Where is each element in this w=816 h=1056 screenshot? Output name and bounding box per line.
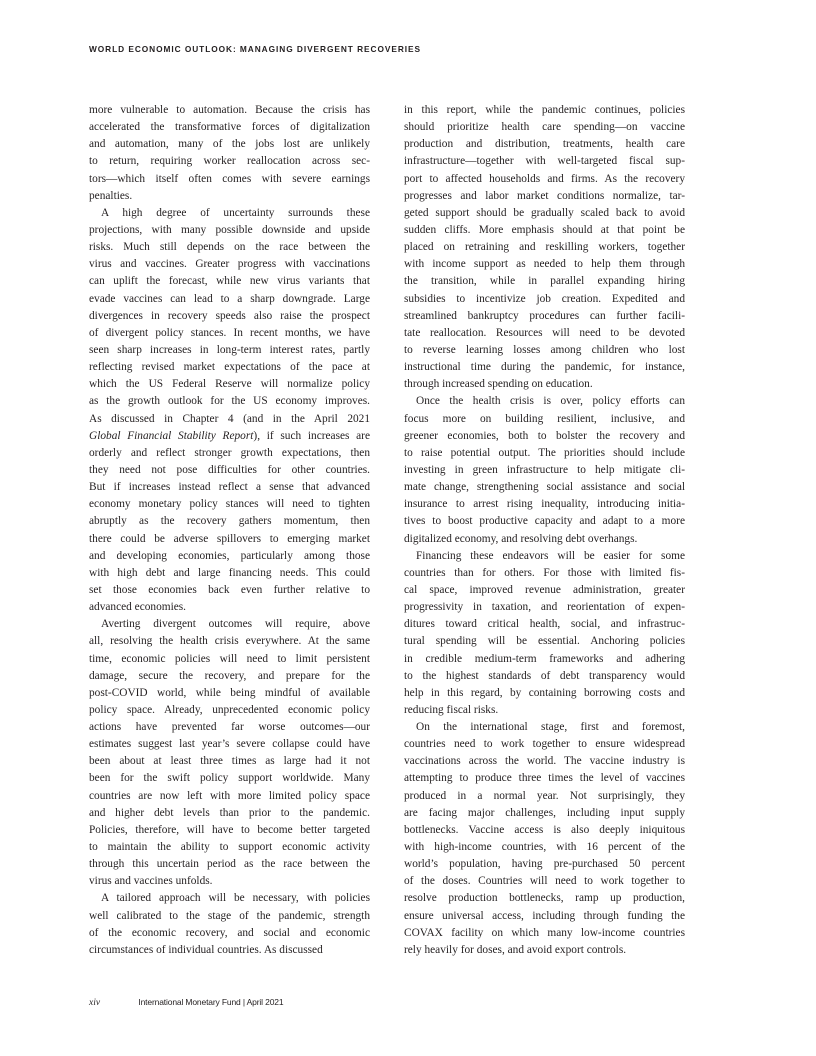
text-line: evade vaccines can lead to a sharp downgrade. Large xyxy=(89,292,370,305)
running-head: WORLD ECONOMIC OUTLOOK: MANAGING DIVERGENT RECOVERIES xyxy=(89,44,421,54)
text-line: the transition, while in parallel expanding hiring xyxy=(404,275,685,288)
text-line: progresses and labor market conditions normalize, tar- xyxy=(404,189,685,202)
text-line: through increased spending on education. xyxy=(404,378,593,391)
page-number: xiv xyxy=(89,998,101,1008)
text-line: Averting divergent outcomes will require, above xyxy=(101,618,370,631)
text-line: help in this regard, by containing borrowing costs and xyxy=(404,686,685,699)
text-line: and higher debt levels than prior to the pandemic. xyxy=(89,806,370,819)
text-line: greener economies, both to bolster the recovery and xyxy=(404,429,685,442)
text-line: focus more on building resilient, inclusive, and xyxy=(404,412,685,425)
text-line: attempting to produce three times the level of vaccines xyxy=(404,772,685,785)
text-line: can uplift the forecast, while new virus variants that xyxy=(89,275,370,288)
text-line: Policies, therefore, will have to become better targeted xyxy=(89,823,370,836)
text-line: resolve production bottlenecks, ramp up production, xyxy=(404,892,685,905)
text-line: to reverse learning losses among children who lost xyxy=(404,343,685,356)
text-line: tives to boost productive capacity and adapt to a more xyxy=(404,515,685,528)
page-footer xyxy=(89,997,283,1008)
text-line: geted support should be gradually scaled back to avoid xyxy=(404,206,685,219)
text-line: to maintain the ability to support economic activity xyxy=(89,841,370,854)
text-line: economy monetary policy stances will need to tighten xyxy=(89,498,370,511)
text-line: countries need to work together to ensure widespread xyxy=(404,738,685,751)
text-line: instructional time during the pandemic, for instance, xyxy=(404,361,685,374)
text-line: seen sharp increases in long-term interest rates, partly xyxy=(89,343,370,356)
text-line: countries than for others. For those with limited fis- xyxy=(404,566,685,579)
text-line: A high degree of uncertainty surrounds these xyxy=(101,206,370,219)
text-line: accelerated the transformative forces of digitalization xyxy=(89,121,370,134)
text-line: placed on retraining and reskilling workers, together xyxy=(404,241,685,254)
text-line: abruptly as the recovery gathers momentum, then xyxy=(89,515,370,528)
text-line: investing in green infrastructure to help mitigate cli- xyxy=(404,463,685,476)
text-line: streamlined bankruptcy procedures can further facili- xyxy=(404,309,685,322)
text-line: On the international stage, first and foremost, xyxy=(416,721,685,734)
text-line: are facing major challenges, including input supply xyxy=(404,806,685,819)
text-line: policy space. Already, unprecedented economic policy xyxy=(89,703,370,716)
text-line: estimates suggest last year’s severe collapse could have xyxy=(89,738,370,751)
text-line: vaccinations across the world. The vaccine industry is xyxy=(404,755,685,768)
text-line: circumstances of individual countries. As discussed xyxy=(89,943,323,956)
text-line: infrastructure—together with well-targeted fiscal sup- xyxy=(404,155,685,168)
text-line: virus and vaccines unfolds. xyxy=(89,875,213,888)
text-line: bottlenecks. Vaccine access is also deeply iniquitous xyxy=(404,823,685,836)
text-line: been about at least three times as large had it not xyxy=(89,755,370,768)
text-line: port to affected households and firms. As the recovery xyxy=(404,172,685,185)
right-column xyxy=(404,102,685,959)
text-line: time, economic policies will need to limit persistent xyxy=(89,652,370,665)
text-line: ensure universal access, including through funding the xyxy=(404,909,685,922)
text-line: there could be adverse spillovers to emerging market xyxy=(89,532,370,545)
text-line: As discussed in Chapter 4 (and in the April 2021 xyxy=(89,412,370,425)
text-line: in this report, while the pandemic continues, policies xyxy=(404,104,685,116)
text-line: of the doses. Countries will need to work together to xyxy=(404,875,685,888)
text-line: produced in a normal year. Not surprisingly, they xyxy=(404,789,685,802)
text-line: been for the swift policy support worldwide. Many xyxy=(89,772,370,785)
text-line: tate reallocation. Resources will need to be devoted xyxy=(404,326,685,339)
text-line: tural spending will be essential. Anchoring policies xyxy=(404,635,685,648)
text-line: damage, secure the recovery, and prepare for the xyxy=(89,669,370,682)
text-line: Financing these endeavors will be easier for some xyxy=(416,549,685,562)
text-line: to return, requiring worker reallocation across sec- xyxy=(89,155,370,168)
text-line: subsidies to incentivize job creation. Expedited and xyxy=(404,292,685,305)
text-line: risks. Much still depends on the race between the xyxy=(89,241,370,254)
text-line: and developing economies, particularly among those xyxy=(89,549,370,562)
text-line: But if increases instead reflect a sense that advanced xyxy=(89,481,370,494)
text-line: divergences in recovery speeds also raise the prospect xyxy=(89,309,370,322)
text-line: production and distribution, treatments, health care xyxy=(404,138,685,151)
text-line: and automation, many of the jobs lost are unlikely xyxy=(89,138,370,151)
text-line: with high debt and large financing needs. This could xyxy=(89,566,370,579)
text-line: ditures toward critical health, social, and infrastruc- xyxy=(404,618,685,631)
text-line: virus and vaccines. Greater progress with vaccinations xyxy=(89,258,370,271)
left-column xyxy=(89,102,370,959)
text-line: with income support as needed to help them through xyxy=(404,258,685,271)
text-line: to raise potential output. The priorities should include xyxy=(404,446,685,459)
text-line: as the growth outlook for the US economy improves. xyxy=(89,395,370,408)
text-line: rely heavily for doses, and avoid export controls. xyxy=(404,943,627,956)
text-line: post-COVID world, while being mindful of available xyxy=(89,686,370,699)
text-line: advanced economies. xyxy=(89,601,187,614)
text-line: cal space, improved revenue administration, greater xyxy=(404,583,685,596)
text-line: Global Financial Stability Report), if such increases are xyxy=(89,429,370,442)
text-line: COVAX facility on which many low-income countries xyxy=(404,926,685,939)
text-line: A tailored approach will be necessary, with policies xyxy=(101,892,370,905)
publication-source: International Monetary Fund | April 2021 xyxy=(138,997,284,1007)
text-line: sudden cliffs. More emphasis should at that point be xyxy=(404,223,685,236)
text-line: penalties. xyxy=(89,189,133,202)
text-line: progressivity in taxation, and reorientation of expen- xyxy=(404,601,685,614)
text-line: orderly and reflect stronger growth expectations, then xyxy=(89,446,370,459)
text-line: tors—which itself often comes with severe earnings xyxy=(89,172,370,185)
text-line: more vulnerable to automation. Because the crisis has xyxy=(89,104,370,116)
text-line: in credible medium-term frameworks and adhering xyxy=(404,652,685,665)
text-line: digitalized economy, and resolving debt overhangs. xyxy=(404,532,638,545)
text-line: of the economic recovery, and social and economic xyxy=(89,926,370,939)
text-line: Once the health crisis is over, policy efforts can xyxy=(416,395,685,408)
text-line: set those economies back even further relative to xyxy=(89,583,370,596)
text-line: of divergent policy stances. In recent months, we have xyxy=(89,326,370,339)
text-line: all, resolving the health crisis everywhere. At the same xyxy=(89,635,370,648)
text-line: should prioritize health care spending—on vaccine xyxy=(404,121,685,134)
text-line: actions have prevented far worse outcomes—our xyxy=(89,721,370,734)
text-line: through this uncertain period as the race between the xyxy=(89,858,370,871)
text-line: world’s population, having pre-purchased 50 percent xyxy=(404,858,685,871)
text-line: insurance to arrest rising inequality, introducing initia- xyxy=(404,498,685,511)
text-line: which the US Federal Reserve will normalize policy xyxy=(89,378,370,391)
text-line: reducing fiscal risks. xyxy=(404,703,499,716)
text-line: with high-income countries, with 16 percent of the xyxy=(404,841,685,854)
text-line: projections, with many possible downside and upside xyxy=(89,223,370,236)
text-line: countries are now left with more limited policy space xyxy=(89,789,370,802)
text-line: mate change, strengthening social assistance and social xyxy=(404,481,685,494)
text-line: reflecting revised market expectations of the pace at xyxy=(89,361,370,374)
text-line: well calibrated to the stage of the pandemic, strength xyxy=(89,909,370,922)
text-line: to the highest standards of debt transparency would xyxy=(404,669,685,682)
text-line: they need not pose difficulties for other countries. xyxy=(89,463,370,476)
